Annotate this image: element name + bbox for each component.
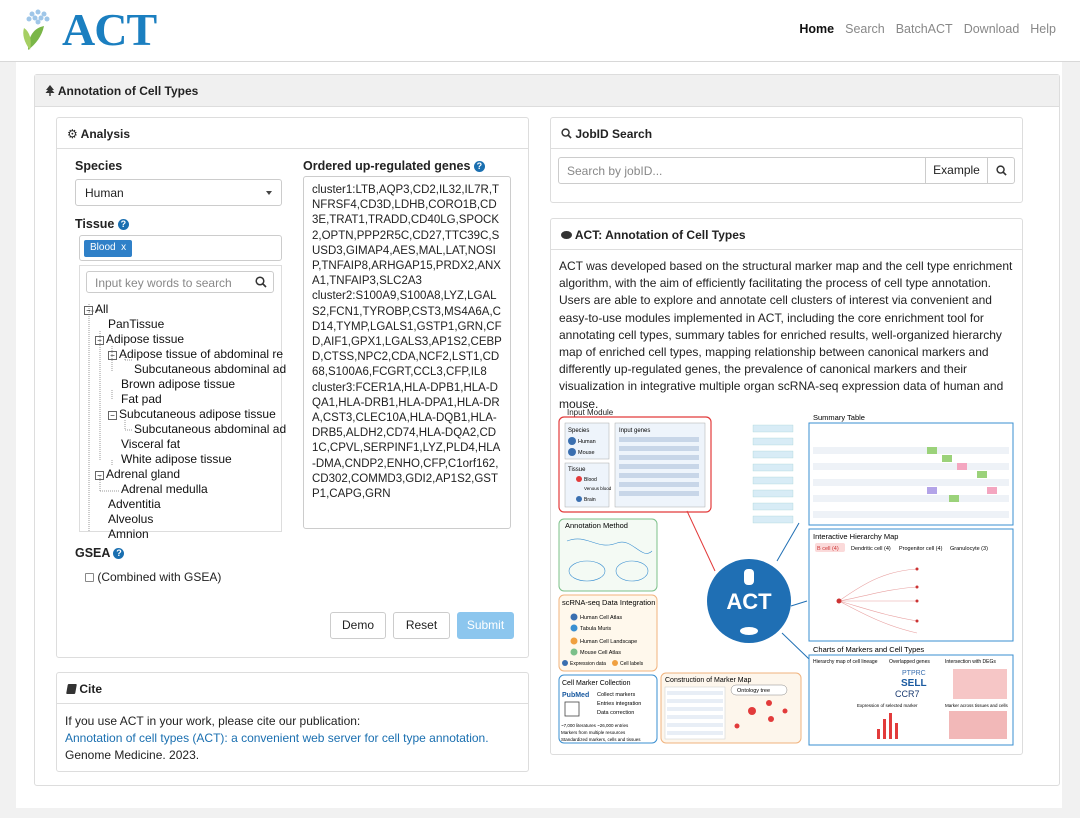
jobid-title: JobID Search <box>575 127 653 141</box>
tree-node[interactable]: − Adipose tissue <box>95 332 184 346</box>
fig-scrna-title: scRNA-seq Data Integration <box>562 598 656 607</box>
fig-sell: SELL <box>901 678 927 689</box>
tissue-label <box>75 217 129 231</box>
nav-help[interactable]: Help <box>1030 22 1056 36</box>
cite-title: Cite <box>79 682 103 696</box>
fig-summary-table: Summary Table <box>813 413 865 422</box>
cite-panel <box>56 672 529 772</box>
gsea-label-text: GSEA <box>75 546 110 560</box>
gsea-checkbox-label: (Combined with GSEA) <box>97 570 222 584</box>
help-icon[interactable]: ? <box>474 161 485 172</box>
fig-scrna-item: Tabula Muris <box>580 626 612 632</box>
collapse-icon[interactable]: − <box>95 336 104 345</box>
nav-search[interactable]: Search <box>845 22 885 36</box>
genes-label-text: Ordered up-regulated genes <box>303 159 471 173</box>
reset-button[interactable]: Reset <box>393 612 450 639</box>
fig-hier-tag: Dendritic cell (4) <box>851 546 891 552</box>
tissue-tag-blood[interactable] <box>84 240 132 257</box>
tree-node[interactable]: − Subcutaneous adipose tissue <box>108 407 276 421</box>
fig-mouse-label: Mouse <box>578 450 595 456</box>
collapse-icon[interactable]: − <box>108 411 117 420</box>
jobid-panel <box>550 117 1023 203</box>
page-container <box>16 62 1062 808</box>
tree-node[interactable]: Subcutaneous abdominal ad <box>134 422 287 436</box>
fig-input-genes-label: Input genes <box>619 428 651 434</box>
fig-annotation-method: Annotation Method <box>565 521 628 530</box>
logo-text: ACT <box>62 4 157 55</box>
tissue-tree <box>79 265 287 541</box>
search-icon <box>561 128 572 139</box>
analysis-header <box>57 118 528 149</box>
fig-human-label: Human <box>578 439 596 445</box>
about-title: ACT: Annotation of Cell Types <box>574 228 746 242</box>
collapse-icon[interactable]: − <box>108 351 117 360</box>
fig-charts-sub: Overlapped genes <box>889 659 930 665</box>
jobid-placeholder: Search by jobID... <box>567 164 663 178</box>
fig-hierarchy-map: Interactive Hierarchy Map <box>813 532 899 541</box>
fig-scrna-item: Human Cell Atlas <box>580 615 623 621</box>
demo-button[interactable]: Demo <box>330 612 386 639</box>
analysis-panel <box>56 117 529 658</box>
analysis-title: Analysis <box>80 127 131 141</box>
fig-center-act: ACT <box>726 589 772 614</box>
fig-hier-tag: Progenitor cell (4) <box>899 546 943 552</box>
tree-node[interactable]: Visceral fat <box>121 437 181 451</box>
cite-intro: If you use ACT in your work, please cite our publication: <box>65 714 361 728</box>
tree-node[interactable]: Fat pad <box>121 392 162 406</box>
fig-scrna-item: Human Cell Landscape <box>580 639 638 645</box>
search-icon[interactable] <box>255 276 267 288</box>
fig-stats1: ~7,000 literatures ~26,000 entries <box>561 723 629 728</box>
gsea-checkbox[interactable] <box>85 573 94 582</box>
about-header <box>551 219 1022 250</box>
fig-stats3: Standardized markers, cells and tissues <box>561 737 641 742</box>
tree-node[interactable]: − Adrenal gland <box>95 467 180 481</box>
fig-integration: Entries integration <box>597 701 642 707</box>
fig-charts-sub: Intersection with DEGs <box>945 659 996 665</box>
fig-stats2: Markers from multiple resources <box>561 730 626 735</box>
fig-marker-collection: Cell Marker Collection <box>562 680 631 687</box>
fig-tissue-sub: Marker across tissues and cells <box>945 703 1008 708</box>
tree-node[interactable]: − Adipose tissue of abdominal re <box>108 347 283 361</box>
fig-ptprc: PTPRC <box>902 670 926 677</box>
jobid-input[interactable] <box>558 157 926 184</box>
genes-textarea[interactable]: cluster1:LTB,AQP3,CD2,IL32,IL7R,TNFRSF4,CD3D,LDHB,CORO1B,CD3E,TRAT1,TRADD,CD40LG,SPOCK2,OPTN,PPP2R5C,CD27,TTC39C,SUSD3,GIMAP4,AES,MAL,LAT,NOSIP,TNFAIP8,ARHGAP15,PRDX2,ANXA1,TNFAIP3,SLC2A3 cluster2:S100A9,S100A8,LYZ,LGALS2,FCN1,TYROBP,CST3,MS4A6A,CD14,TYMP,LGALS1,GSTP1,GRN,CFD,AIF1,GPX1,LGALS3,AP1S2,CEBPD,CTSS,NPC2,CDA,NCF2,LST1,CD68,S100A6,FCGRT,CCL3,CFP,IL8 cluster3:FCER1A,HLA-DPB1,HLA-DQA1,HLA-DRB1,HLA-DPA1,HLA-DRA,CST3,CLEC10A,HLA-DQB1,HLA-DRB5,ALDH2,CD74,HLA-DQA2,CD1C,CPVL,SERPINF1,LYZ,PLD4,HLA-DMA,CNDP2,ENHO,CFP,C1orf162,CD302,COMMD3,GDI2,AP1S2,GSTP1,CAPG,GRN <box>303 176 511 529</box>
fig-hier-tag: B cell (4) <box>817 546 839 552</box>
help-icon[interactable]: ? <box>118 219 129 230</box>
comment-icon <box>561 231 572 239</box>
tree-node[interactable]: Adventitia <box>108 497 161 511</box>
about-panel <box>550 218 1023 755</box>
fig-scrna-item: Mouse Cell Atlas <box>580 650 621 656</box>
fig-correction: Data correction <box>597 710 635 716</box>
jobid-header <box>551 118 1022 149</box>
fig-species-label: Species <box>568 428 590 434</box>
species-value: Human <box>85 186 124 200</box>
fig-expr-sub: Expression of selected marker <box>857 703 918 708</box>
fig-ontology: Ontology tree <box>737 688 771 694</box>
fig-pubmed-label: PubMed <box>562 692 590 699</box>
collapse-icon[interactable]: − <box>84 306 93 315</box>
tree-icon <box>45 85 55 96</box>
cite-journal: Genome Medicine. 2023. <box>65 748 200 762</box>
cite-link[interactable]: Annotation of cell types (ACT): a convenient web server for cell type annotation. <box>65 731 489 745</box>
page-title: Annotation of Cell Types <box>57 84 199 98</box>
tree-node[interactable]: Subcutaneous abdominal ad <box>134 362 287 376</box>
nav-download[interactable]: Download <box>963 22 1020 36</box>
top-navbar <box>0 0 1080 62</box>
cite-header <box>57 673 528 704</box>
fig-blood-label: Blood <box>584 477 597 483</box>
annotation-panel <box>34 74 1060 786</box>
act-logo[interactable] <box>20 6 160 54</box>
fig-brain-label: Brain <box>584 497 596 503</box>
tree-node[interactable]: Amnion <box>108 527 149 541</box>
tree-node[interactable]: − All <box>84 302 108 316</box>
fig-expr-data: Expression data <box>570 661 606 667</box>
nav-batchact[interactable]: BatchACT <box>895 22 953 36</box>
book-icon <box>66 684 77 694</box>
fig-charts-title: Charts of Markers and Cell Types <box>813 645 925 654</box>
about-text: ACT was developed based on the structural marker map and the cell type enrichment algorithm, with the aim of efficiently facilitating the process of cell type annotation. Users are able to explore and annotate cell clusters of interest via convenient and easy-to-use modules implemented in ACT, including the core enrichment tool for annotating cell types, summary tables for enriched results, well-organized hierarchy map of enriched cell types, mapping relationship between canonical markers and differently up-regulated genes, the prevalence of canonical markers and their visualization in integrative multiple organ scRNA-seq expression data of human and mouse. <box>559 259 1013 411</box>
search-icon <box>996 165 1007 176</box>
gsea-label <box>75 546 124 560</box>
close-icon[interactable]: x <box>121 242 127 253</box>
chevron-down-icon <box>266 191 272 195</box>
tissue-tag-input[interactable] <box>79 235 282 261</box>
tree-node[interactable]: Alveolus <box>108 512 154 526</box>
collapse-icon[interactable]: − <box>95 471 104 480</box>
tree-node[interactable]: PanTissue <box>108 317 165 331</box>
fig-ccr7: CCR7 <box>895 689 920 699</box>
tree-search-placeholder: Input key words to search <box>95 276 232 290</box>
submit-button[interactable]: Submit <box>457 612 514 639</box>
tag-label: Blood <box>90 242 116 253</box>
tree-search-input[interactable] <box>86 271 274 293</box>
species-select[interactable] <box>75 179 282 206</box>
leaf-logo-icon <box>20 6 60 54</box>
input-module-title: Input Module <box>567 408 614 417</box>
gears-icon: ⚙ <box>67 127 78 141</box>
tree-node[interactable]: Brown adipose tissue <box>121 377 236 391</box>
example-button[interactable]: Example <box>925 157 988 184</box>
act-workflow-figure <box>557 408 1017 746</box>
annotation-panel-header <box>35 75 1059 107</box>
fig-collect: Collect markers <box>597 692 636 698</box>
fig-cell-labels: Cell labels <box>620 661 644 667</box>
fig-tissue-label: Tissue <box>568 467 586 473</box>
tissue-label-text: Tissue <box>75 217 115 231</box>
genes-label <box>303 159 485 173</box>
fig-charts-sub: Hierarchy map of cell lineage <box>813 659 878 665</box>
species-label: Species <box>75 159 123 173</box>
jobid-search-button[interactable] <box>987 157 1015 184</box>
help-icon[interactable]: ? <box>113 548 124 559</box>
fig-hier-tag: Granulocyte (3) <box>950 546 988 552</box>
nav-home[interactable]: Home <box>799 22 835 36</box>
fig-construction: Construction of Marker Map <box>665 677 752 684</box>
nav-menu <box>788 22 1056 36</box>
gsea-option[interactable] <box>85 570 221 584</box>
fig-venous-label: Venous blood <box>584 486 612 491</box>
tree-node[interactable]: White adipose tissue <box>121 452 232 466</box>
tree-node[interactable]: Adrenal medulla <box>121 482 208 496</box>
